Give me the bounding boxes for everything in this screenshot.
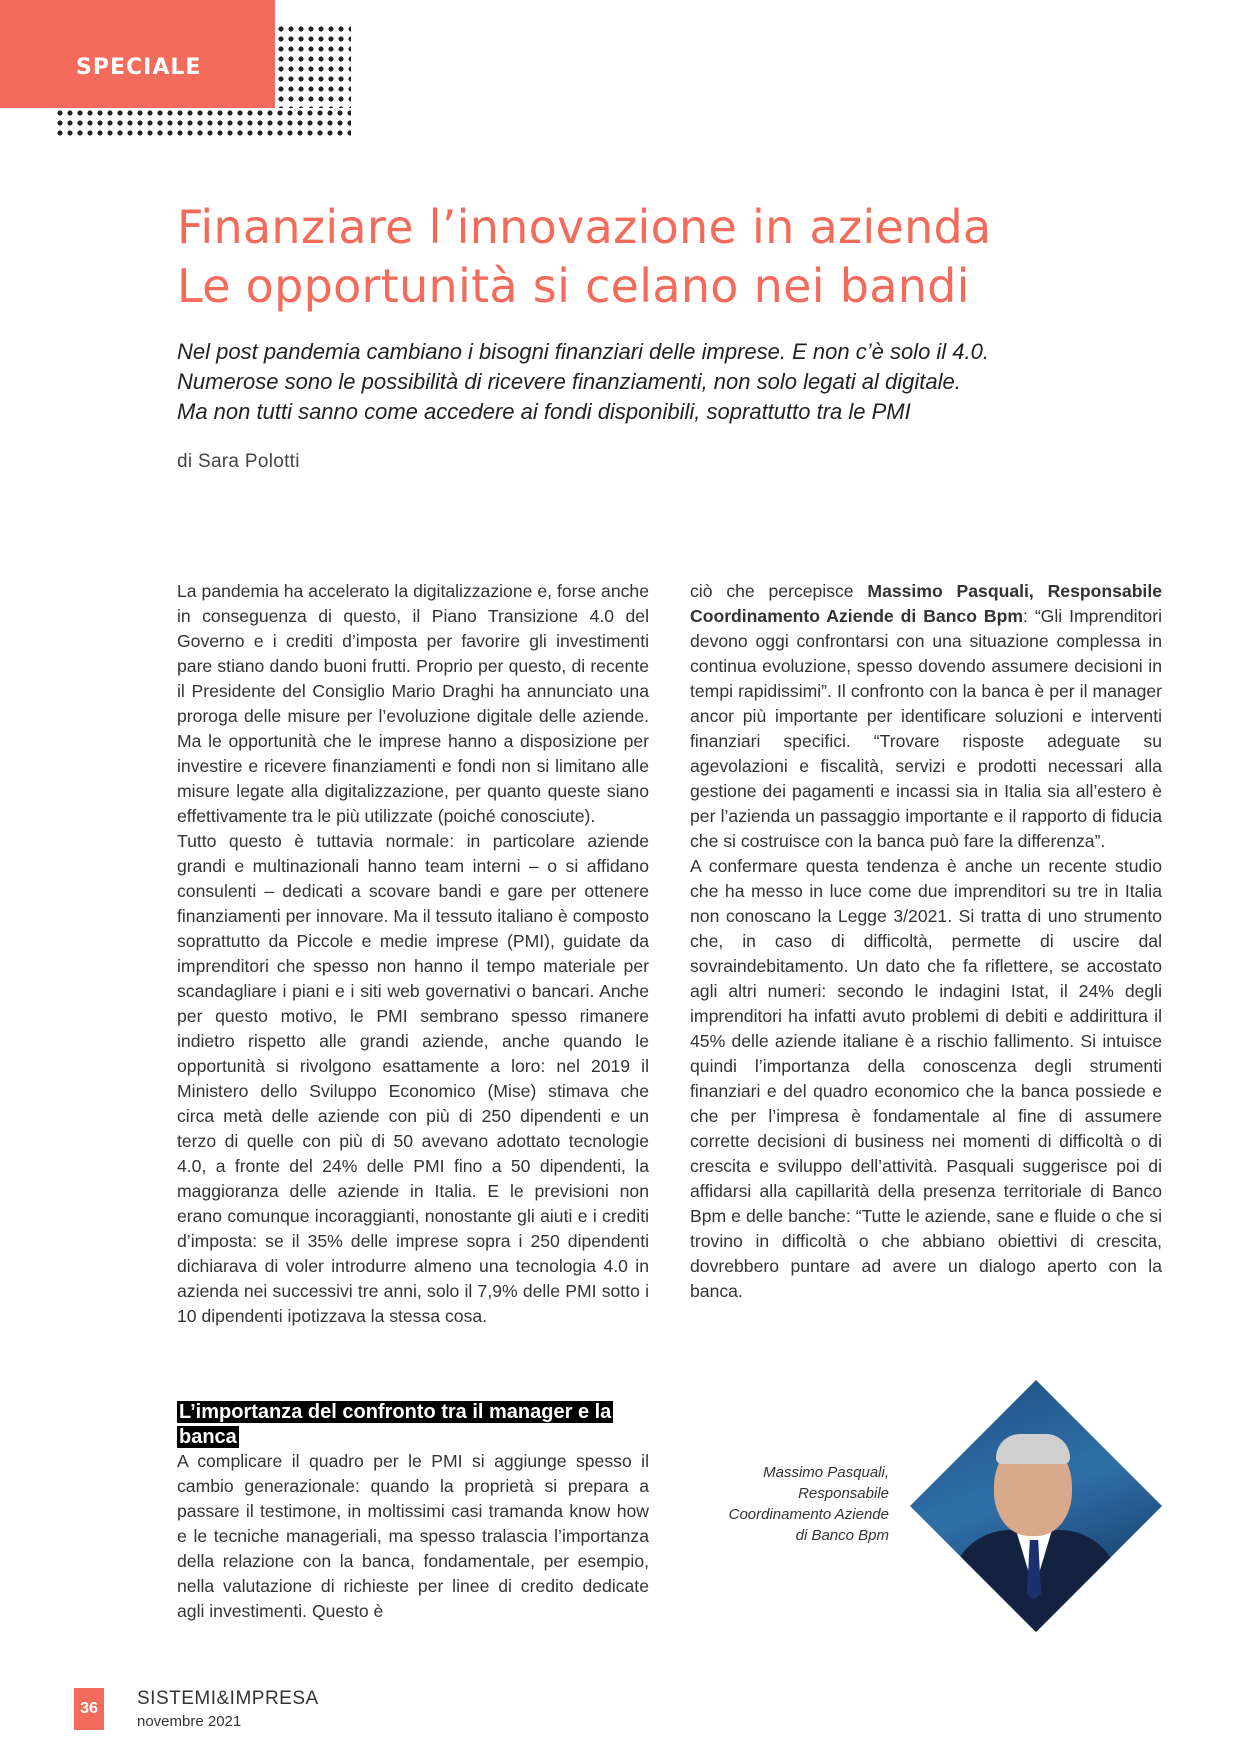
page-number: 36 — [74, 1688, 104, 1730]
portrait-photo-icon — [910, 1380, 1162, 1632]
title-line-1: Finanziare l’innovazione in azienda — [177, 200, 992, 254]
section-heading-text: L’importanza del confronto tra il manager e la banca — [179, 1401, 612, 1448]
author-byline: di Sara Polotti — [177, 451, 300, 472]
caption-line: Massimo Pasquali, — [763, 1464, 889, 1481]
issue-date: novembre 2021 — [137, 1713, 242, 1730]
column-1 — [177, 579, 649, 1329]
photo-hair — [996, 1434, 1070, 1464]
paragraph — [690, 579, 1162, 854]
text-run: ciò che percepisce — [690, 581, 868, 601]
paragraph: La pandemia ha accelerato la digitalizzazione e, forse anche in conseguenza di questo, il Piano Transizione 4.0 del Governo e i crediti d’imposta per favorire gli investimenti pare stiano dando buoni frutti. Proprio per questo, di recente il Presidente del Consiglio Mario Draghi ha annunciato una proroga delle misure per l’evoluzione digitale delle aziende. Ma le opportunità che le imprese hanno a disposizione per investire e ricevere finanziamenti e fondi non si limitano alle misure legate alla digitalizzazione, per quanto queste siano effettivamente tra le più utilizzate (poiché conosciute). — [177, 581, 649, 826]
article-title — [177, 198, 1127, 316]
section-tag-label: SPECIALE — [76, 55, 202, 80]
magazine-name: SISTEMI&IMPRESA — [137, 1688, 319, 1709]
caption-line: di Banco Bpm — [795, 1527, 889, 1544]
subtitle-line-2: Numerose sono le possibilità di ricevere finanziamenti, non solo legati al digitale. — [177, 369, 961, 394]
paragraph: A complicare il quadro per le PMI si aggiunge spesso il cambio generazionale: quando la proprietà si prepara a passare il testimone, in moltissimi casi tramanda know how e le tecniche manageriali, ma spesso tralascia l’importanza della relazione con la banca, fondamentale, per esempio, nella valutazione di richieste per linee di credito dedicate agli investimenti. Questo è — [177, 1451, 649, 1621]
text-run: : “Gli Imprenditori devono oggi confrontarsi con una situazione complessa in continua evoluzione, spesso dovendo assumere decisioni in tempi rapidissimi”. Il confronto con la banca è per il manager ancor più importante per identificare soluzioni e interventi finanziari specifici. “Trovare risposte adeguate su agevolazioni e fiscalità, servizi e prodotti necessari alla gestione dei pagamenti e incassi sia in Italia sia all’estero è per l’azienda un passaggio importante e il rapporto di fiducia che si costruisce con la banca può fare la differenza”. — [690, 606, 1162, 851]
column-2 — [690, 579, 1162, 1304]
article-subtitle — [177, 337, 1077, 427]
section-heading — [177, 1400, 617, 1450]
subtitle-line-1: Nel post pandemia cambiano i bisogni finanziari delle imprese. E non c’è solo il 4.0. — [177, 339, 990, 364]
title-line-2: Le opportunità si celano nei bandi — [177, 259, 970, 313]
subtitle-line-3: Ma non tutti sanno come accedere ai fondi disponibili, soprattutto tra le PMI — [177, 399, 911, 424]
interviewee-name: Massimo Pasquali, Responsabile Coordinamento Aziende di Banco Bpm — [690, 581, 1162, 626]
section-tag — [0, 0, 275, 108]
paragraph: A confermare questa tendenza è anche un recente studio che ha messo in luce come due imprenditori su tre in Italia non conoscano la Legge 3/2021. Si tratta di uno strumento che, in caso di difficoltà, permette di uscire dal sovraindebitamento. Un dato che fa riflettere, se accostato agli altri numeri: secondo le indagini Istat, il 24% degli imprenditori ha infatti avuto problemi di debiti e addirittura il 45% delle aziende italiane è a rischio fallimento. Si intuisce quindi l’importanza della conoscenza degli strumenti finanziari e del quadro economico che la banca possiede e che per l’impresa è fondamentale al fine di assumere corrette decisioni di business nei momenti di difficoltà o di crescita e sviluppo dell’attività. Pasquali suggerisce poi di affidarsi alla capillarità della presenza territoriale di Banco Bpm e delle banche: “Tutte le aziende, sane e fluide o che si trovino in difficoltà o che abbiano obiettivi di crescita, dovrebbero puntare ad avere un dialogo aperto con la banca. — [690, 856, 1162, 1301]
dot-pattern-decoration-strip-icon — [55, 108, 351, 140]
caption-line: Responsabile — [798, 1485, 889, 1502]
photo-caption — [669, 1462, 889, 1546]
paragraph: Tutto questo è tuttavia normale: in particolare aziende grandi e multinazionali hanno team interni – o si affidano consulenti – dedicati a scovare bandi e gare per ottenere finanziamenti per innovare. Ma il tessuto italiano è composto soprattutto da Piccole e medie imprese (PMI), guidate da imprenditori che spesso non hanno il tempo materiale per scandagliare i piani e i siti web governativi o bancari. Anche per questo motivo, le PMI sembrano spesso rimanere indietro rispetto alle grandi aziende, anche quando le opportunità si rivolgono esattamente a loro: nel 2019 il Ministero dello Sviluppo Economico (Mise) stimava che circa metà delle aziende con più di 250 dipendenti e un terzo di quelle con più di 50 avevano adottato tecnologie 4.0, a fronte del 24% delle PMI fino a 50 dipendenti, la maggioranza delle aziende in Italia. E le previsioni non erano comunque incoraggianti, nonostante gli aiuti e i crediti d’imposta: se il 35% delle imprese sopra i 250 dipendenti dichiarava di voler introdurre almeno una tecnologia 4.0 in azienda nei successivi tre anni, solo il 7,9% delle PMI sotto i 10 dipendenti ipotizzava la stessa cosa. — [177, 831, 649, 1326]
column-1-continued — [177, 1449, 649, 1624]
caption-line: Coordinamento Aziende — [728, 1506, 889, 1523]
